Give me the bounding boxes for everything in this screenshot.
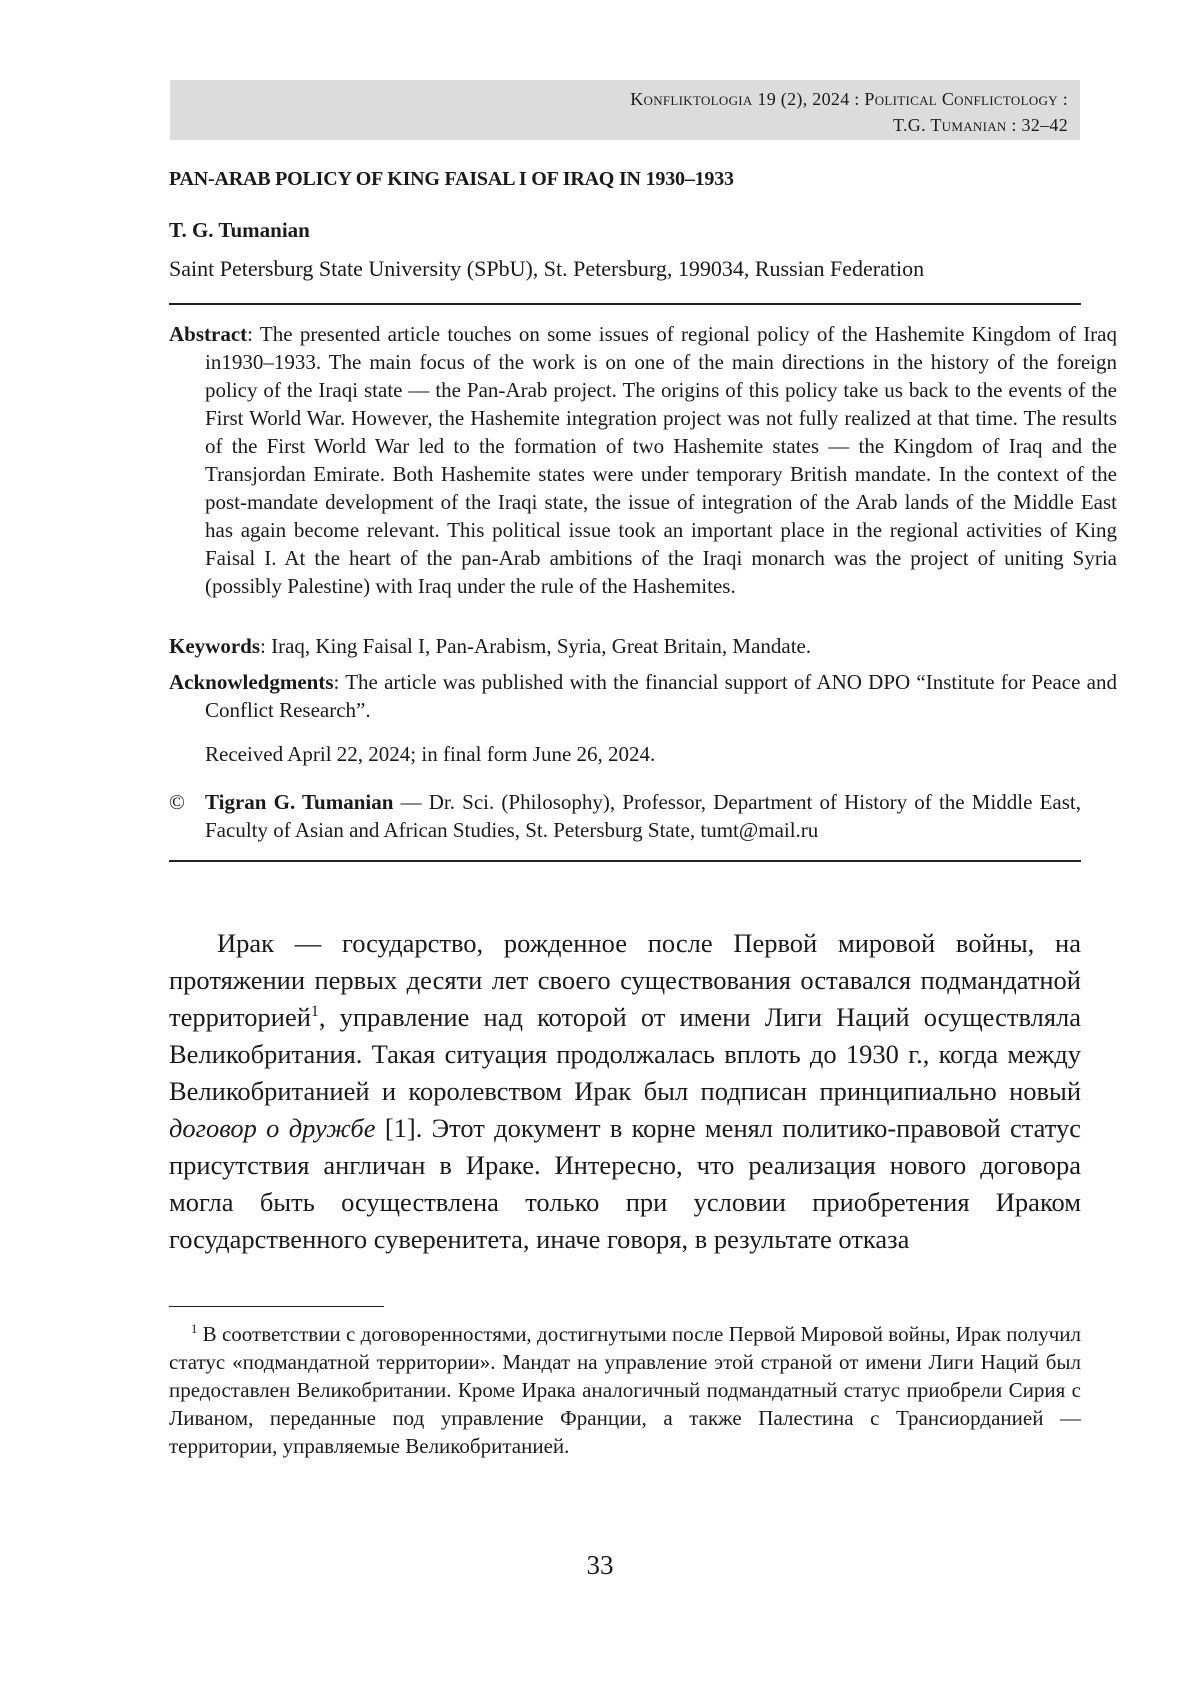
article-author: T. G. Tumanian: [169, 218, 310, 242]
footnote-reference[interactable]: 1: [310, 1003, 319, 1021]
running-head-line-1: Konfliktologia 19 (2), 2024 : Political Conflictology :: [630, 89, 1068, 109]
body-text-part-2: , управление над которой от имени Лиги Наций осуществляла Великобритания. Такая ситуация продолжалась вплоть до 1930 г., когда между Великобританией и королевством Ирак был подписан принципиально новый: [169, 1002, 1081, 1106]
article-title: PAN-ARAB POLICY OF KING FAISAL I OF IRAQ IN 1930–1933: [169, 168, 734, 190]
author-bio-details: — Dr. Sci. (Philosophy), Professor, Department of History of the Middle East, Faculty of Asian and African Studies, St. Petersburg State, tumt@mail.ru: [205, 790, 1081, 842]
abstract-text: : The presented article touches on some issues of regional policy of the Hashemite Kingdom of Iraq in1930–1933. The main focus of the work is on one of the main directions in the history of the foreign policy of the Iraqi state — the Pan-Arab project. The origins of this policy take us back to the events of the First World War. However, the Hashemite integration project was not fully realized at that time. The results of the First World War led to the formation of two Hashemite states — the Kingdom of Iraq and the Transjordan Emirate. Both Hashemite states were under temporary British mandate. In the context of the post-mandate development of the Iraqi state, the issue of integration of the Arab lands of the Middle East has again become relevant. This political issue took an important place in the regional activities of King Faisal I. At the heart of the pan-Arab ambitions of the Iraqi monarch was the project of uniting Syria (possibly Palestine) with Iraq under the rule of the Hashemites.: [205, 322, 1117, 598]
footnote-text: В соответствии с договоренностями, достигнутыми после Первой Мировой войны, Ирак получил статус «подмандатной территории». Мандат на управление этой страной от имени Лиги Наций был предоставлен Великобритании. Кроме Ирака аналогичный подмандатный статус приобрели Сирия с Ливаном, переданные под управление Франции, а также Палестина с Трансиорданией — территории, управляемые Великобританией.: [169, 1322, 1081, 1458]
keywords-text: : Iraq, King Faisal I, Pan-Arabism, Syria, Great Britain, Mandate.: [260, 634, 812, 658]
keywords: [169, 632, 1117, 660]
body-italic-term: договор о дружбе: [169, 1113, 376, 1143]
running-head: [170, 80, 1080, 140]
acknowledgments: [169, 668, 1117, 724]
copyright-symbol: ©: [169, 790, 185, 814]
abstract: [169, 320, 1117, 600]
running-head-line-2: T.G. Tumanian : 32–42: [893, 115, 1068, 135]
body-text-part-1: Ирак — государство, рожденное после Первой мировой войны, на протяжении первых десяти лет своего существования оставался подмандатной территорией: [169, 928, 1081, 1032]
footnote-number: 1: [191, 1322, 198, 1336]
author-bio-text: [205, 788, 1081, 844]
acknowledgments-text: : The article was published with the financial support of ANO DPO “Institute for Peace and Conflict Research”.: [205, 670, 1117, 722]
body-paragraph: [169, 925, 1081, 1258]
body-text-part-3: [1]. Этот документ в корне менял политико-правовой статус присутствия англичан в Ираке. Интересно, что реализация нового договора могла быть осуществлена только при условии приобретения Ираком государственного суверенитета, иначе говоря, в результате отказа: [169, 1113, 1081, 1254]
author-bio: [169, 788, 1081, 844]
acknowledgments-label: Acknowledgments: [169, 670, 334, 694]
footnote-divider: [169, 1306, 384, 1307]
footnote: [169, 1320, 1081, 1460]
author-bio-name: Tigran G. Tumanian: [205, 790, 394, 814]
bottom-divider: [169, 860, 1081, 862]
page-number: 33: [586, 1550, 614, 1580]
abstract-label: Abstract: [169, 322, 248, 346]
received-dates: Received April 22, 2024; in final form June 26, 2024.: [205, 742, 656, 766]
top-divider: [169, 303, 1081, 305]
author-affiliation: Saint Petersburg State University (SPbU), St. Petersburg, 199034, Russian Federation: [169, 256, 925, 281]
keywords-label: Keywords: [169, 634, 260, 658]
